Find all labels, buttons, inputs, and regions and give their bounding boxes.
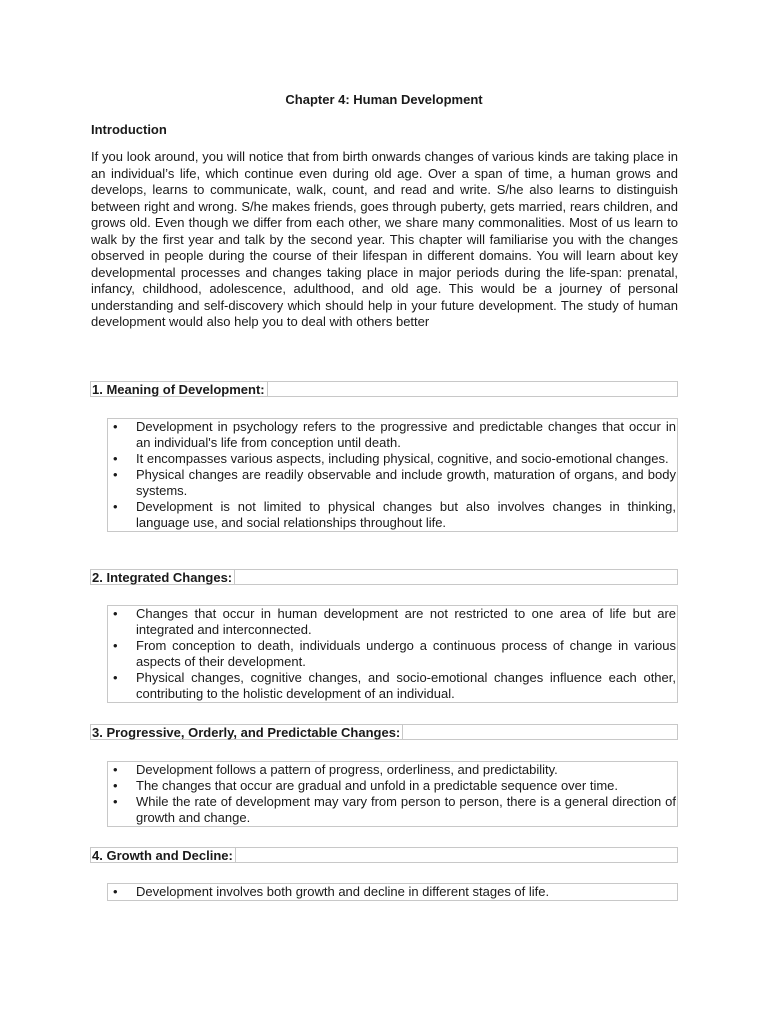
section-heading-integrated [90, 569, 678, 585]
intro-heading: Introduction [91, 122, 167, 137]
section-heading-growth-decline [90, 847, 678, 863]
section-heading-text: 3. Progressive, Orderly, and Predictable Changes: [92, 725, 403, 739]
list-item: • While the rate of development may vary from person to person, there is a general direction of growth and change. [108, 794, 677, 826]
section-heading-text: 2. Integrated Changes: [92, 570, 235, 584]
list-item: • Development in psychology refers to the progressive and predictable changes that occur in an individual's life from conception until death. [108, 419, 677, 451]
list-item: • Physical changes, cognitive changes, and socio-emotional changes influence each other, contributing to the holistic development of an individual. [108, 670, 677, 702]
list-item: • Development involves both growth and decline in different stages of life. [108, 884, 677, 900]
bullet-list-progressive [107, 761, 678, 827]
list-item: • Development follows a pattern of progress, orderliness, and predictability. [108, 762, 677, 778]
bullet-list-growth-decline [107, 883, 678, 901]
section-heading-text: 1. Meaning of Development: [92, 382, 268, 396]
intro-paragraph: If you look around, you will notice that from birth onwards changes of various kinds are taking place in an individual’s life, which continue even during old age. Over a span of time, a human grows and develops, learns to communicate, walk, count, and read and write. S/he also learns to distinguish between right and wrong. S/he makes friends, goes through puberty, gets married, rears children, and grows old. Even though we differ from each other, we share many commonalities. Most of us learn to walk by the first year and talk by the second year. This chapter will familiarise you with the changes observed in people during the course of their lifespan in different domains. You will learn about key developmental processes and changes taking place in major periods during the life-span: prenatal, infancy, childhood, adolescence, adulthood, and old age. This would be a journey of personal understanding and self-discovery which should help in your future development. The study of human development would also help you to deal with others better [91, 149, 678, 329]
list-item: • Development is not limited to physical changes but also involves changes in thinking, language use, and social relationships throughout life. [108, 499, 677, 531]
bullet-list-meaning [107, 418, 678, 532]
section-heading-text: 4. Growth and Decline: [92, 848, 236, 862]
list-item: • From conception to death, individuals undergo a continuous process of change in various aspects of their development. [108, 638, 677, 670]
list-item: • The changes that occur are gradual and unfold in a predictable sequence over time. [108, 778, 677, 794]
section-heading-progressive [90, 724, 678, 740]
page-title: Chapter 4: Human Development [285, 92, 483, 107]
bullet-list-integrated [107, 605, 678, 703]
list-item: • Changes that occur in human development are not restricted to one area of life but are integrated and interconnected. [108, 606, 677, 638]
list-item: • Physical changes are readily observable and include growth, maturation of organs, and body systems. [108, 467, 677, 499]
section-heading-meaning [90, 381, 678, 397]
list-item: • It encompasses various aspects, including physical, cognitive, and socio-emotional changes. [108, 451, 677, 467]
